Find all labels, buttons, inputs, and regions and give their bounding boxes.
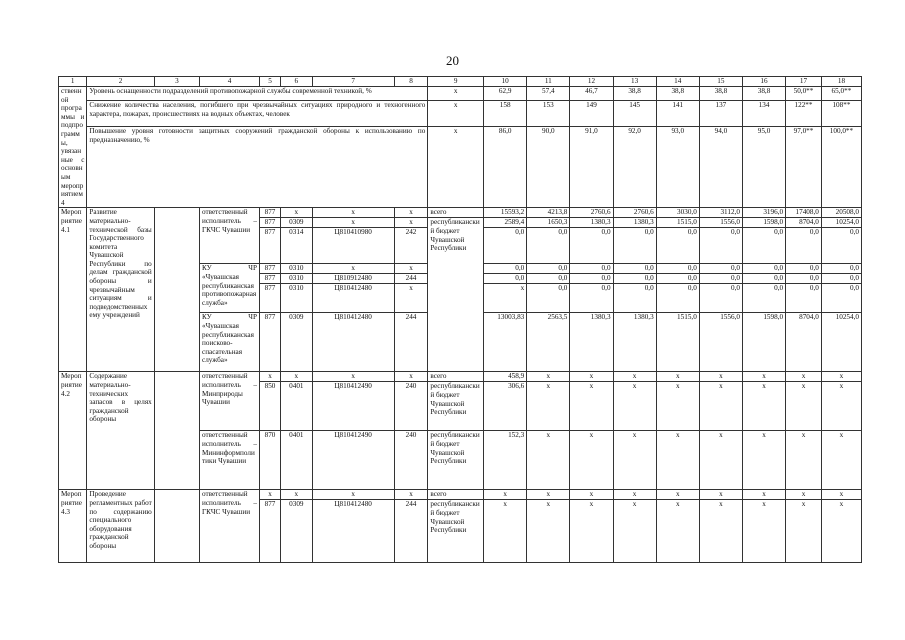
amount-value: x — [570, 382, 613, 431]
code-grbs: 870 — [259, 431, 280, 490]
code-target: Ц810412480 — [312, 284, 394, 313]
indicator-value: 62,9 — [484, 87, 527, 101]
empty-cell — [154, 490, 199, 563]
column-header: 11 — [527, 77, 570, 87]
code-target: x — [312, 218, 394, 228]
indicator-value: 50,0** — [786, 87, 822, 101]
code-grbs: 877 — [259, 264, 280, 274]
code-expense: 244 — [394, 500, 428, 563]
indicator-value: 46,7 — [570, 87, 613, 101]
amount-value: x — [570, 490, 613, 500]
amount-value: 0,0 — [527, 274, 570, 284]
amount-value: 2563,5 — [527, 313, 570, 372]
amount-value: 1598,0 — [742, 218, 785, 228]
code-expense: x — [394, 490, 428, 500]
financing-source: всего — [428, 208, 484, 218]
indicator-value: 122** — [786, 100, 822, 126]
amount-value: 1556,0 — [699, 313, 742, 372]
amount-value: 0,0 — [484, 264, 527, 274]
column-header: 10 — [484, 77, 527, 87]
amount-value: 1515,0 — [656, 218, 699, 228]
indicator-value: 38,8 — [656, 87, 699, 101]
amount-value: x — [821, 431, 861, 490]
column-header: 12 — [570, 77, 613, 87]
amount-value: 0,0 — [570, 284, 613, 313]
amount-value: 0,0 — [527, 264, 570, 274]
code-section: x — [281, 208, 313, 218]
code-target: x — [312, 372, 394, 382]
amount-value: 0,0 — [484, 228, 527, 264]
column-header: 13 — [613, 77, 656, 87]
amount-value: x — [656, 431, 699, 490]
column-header: 4 — [200, 77, 260, 87]
indicator-value: 153 — [527, 100, 570, 126]
amount-value: x — [570, 372, 613, 382]
measure-name: Содержание материально-технических запасов в целях гражданской обороны — [87, 372, 154, 490]
amount-value: 1650,3 — [527, 218, 570, 228]
amount-value: 0,0 — [656, 284, 699, 313]
amount-value: 0,0 — [742, 284, 785, 313]
amount-value: 0,0 — [699, 284, 742, 313]
code-expense: 240 — [394, 382, 428, 431]
code-section: 0401 — [281, 382, 313, 431]
amount-value: 0,0 — [656, 264, 699, 274]
amount-value: 10254,0 — [821, 313, 861, 372]
amount-value: x — [699, 372, 742, 382]
code-grbs: 877 — [259, 274, 280, 284]
amount-value: 0,0 — [699, 274, 742, 284]
indicator-value: 38,8 — [699, 87, 742, 101]
amount-value: 2760,6 — [613, 208, 656, 218]
amount-value: x — [699, 490, 742, 500]
indicator-value: 95,0 — [742, 127, 785, 208]
amount-value: x — [484, 284, 527, 313]
column-header: 8 — [394, 77, 428, 87]
indicator-value: 97,0** — [786, 127, 822, 208]
measure-name: Проведение регламентных работ по содержанию специального оборудования гражданской обороны — [87, 490, 154, 563]
empty-cell — [154, 372, 199, 490]
amount-value: x — [527, 372, 570, 382]
amount-value: 0,0 — [656, 274, 699, 284]
amount-value: x — [742, 500, 785, 563]
amount-value: x — [527, 431, 570, 490]
amount-value: x — [786, 372, 822, 382]
amount-value: 4213,8 — [527, 208, 570, 218]
indicator-row — [59, 100, 862, 126]
amount-value: x — [699, 500, 742, 563]
code-section: 0309 — [281, 218, 313, 228]
amount-value: 0,0 — [570, 274, 613, 284]
indicator-value: 91,0 — [570, 127, 613, 208]
amount-value: 0,0 — [527, 284, 570, 313]
indicator-value: 137 — [699, 100, 742, 126]
code-section: 0314 — [281, 228, 313, 264]
indicator-value: 90,0 — [527, 127, 570, 208]
code-target: x — [312, 264, 394, 274]
amount-value: x — [742, 382, 785, 431]
code-section: 0310 — [281, 274, 313, 284]
amount-value: 0,0 — [656, 228, 699, 264]
amount-value: 0,0 — [742, 228, 785, 264]
indicator-value: 57,4 — [527, 87, 570, 101]
code-grbs: 850 — [259, 382, 280, 431]
executor-cell: ответственный исполнитель – ГКЧС Чувашии — [200, 490, 260, 563]
amount-value: x — [656, 500, 699, 563]
column-header: 7 — [312, 77, 394, 87]
amount-value: x — [786, 431, 822, 490]
amount-value: 0,0 — [613, 274, 656, 284]
financing-source: республиканский бюджет Чувашской Республики — [428, 218, 484, 372]
indicator-value: 38,8 — [742, 87, 785, 101]
column-header: 15 — [699, 77, 742, 87]
program-table — [58, 76, 862, 563]
amount-value: x — [613, 382, 656, 431]
indicator-value: 38,8 — [613, 87, 656, 101]
amount-value: 0,0 — [613, 228, 656, 264]
amount-value: 0,0 — [613, 264, 656, 274]
amount-value: 0,0 — [821, 284, 861, 313]
code-grbs: 877 — [259, 208, 280, 218]
amount-value: 1380,3 — [570, 313, 613, 372]
indicator-section-label: ственной программы и подпрограммы, увязанные с основным мероприятием 4 — [59, 87, 87, 208]
amount-value: 0,0 — [821, 264, 861, 274]
empty-cell — [154, 208, 199, 372]
code-grbs: 877 — [259, 218, 280, 228]
indicator-value: 141 — [656, 100, 699, 126]
financing-source: республиканский бюджет Чувашской Республики — [428, 431, 484, 490]
financing-source: всего — [428, 372, 484, 382]
indicator-row — [59, 87, 862, 101]
code-grbs: 877 — [259, 284, 280, 313]
code-target: Ц810410980 — [312, 228, 394, 264]
column-header: 1 — [59, 77, 87, 87]
code-section: 0309 — [281, 313, 313, 372]
code-expense: x — [394, 372, 428, 382]
indicator-name: Повышение уровня готовности защитных сооружений гражданской обороны к использованию по предназначению, % — [87, 127, 428, 208]
amount-value: 0,0 — [484, 274, 527, 284]
amount-value: 458,9 — [484, 372, 527, 382]
amount-value: 15593,2 — [484, 208, 527, 218]
indicator-value: 158 — [484, 100, 527, 126]
amount-value: 0,0 — [786, 284, 822, 313]
executor-cell: ответственный исполнитель – Мининформполитики Чувашии — [200, 431, 260, 490]
amount-value: x — [821, 372, 861, 382]
amount-value: 306,6 — [484, 382, 527, 431]
code-expense: 242 — [394, 228, 428, 264]
indicator-unit: x — [428, 87, 484, 101]
amount-value: x — [821, 382, 861, 431]
executor-cell: КУ ЧР «Чувашская республиканская поисково-спасательная служба» — [200, 313, 260, 372]
amount-value: 0,0 — [786, 274, 822, 284]
amount-value: x — [527, 500, 570, 563]
amount-value: x — [613, 372, 656, 382]
amount-value: 8704,0 — [786, 313, 822, 372]
column-header: 18 — [821, 77, 861, 87]
column-header: 3 — [154, 77, 199, 87]
amount-value: 0,0 — [821, 228, 861, 264]
indicator-value: 145 — [613, 100, 656, 126]
indicator-name: Снижение количества населения, погибшего при чрезвычайных ситуациях природного и техногенного характера, пожарах, происшествиях на водных объектах, человек — [87, 100, 428, 126]
indicator-value: 92,0 — [613, 127, 656, 208]
amount-value: 1380,3 — [570, 218, 613, 228]
amount-value: x — [786, 490, 822, 500]
indicator-value: 108** — [821, 100, 861, 126]
amount-value: 0,0 — [786, 264, 822, 274]
code-grbs: x — [259, 372, 280, 382]
amount-value: 0,0 — [570, 228, 613, 264]
indicator-name: Уровень оснащенности подразделений противопожарной службы современной техникой, % — [87, 87, 428, 101]
amount-value: x — [613, 500, 656, 563]
code-expense: x — [394, 218, 428, 228]
code-target: Ц810412480 — [312, 500, 394, 563]
amount-value: 0,0 — [742, 274, 785, 284]
financing-source: республиканский бюджет Чувашской Республики — [428, 382, 484, 431]
amount-value: 10254,0 — [821, 218, 861, 228]
amount-value: x — [527, 490, 570, 500]
column-header: 9 — [428, 77, 484, 87]
amount-value: 1598,0 — [742, 313, 785, 372]
code-grbs: 877 — [259, 500, 280, 563]
code-expense: x — [394, 208, 428, 218]
amount-value: 0,0 — [699, 264, 742, 274]
amount-value: x — [656, 490, 699, 500]
financing-source: республиканский бюджет Чувашской Республики — [428, 500, 484, 563]
code-expense: 240 — [394, 431, 428, 490]
indicator-value: 149 — [570, 100, 613, 126]
code-grbs: 877 — [259, 313, 280, 372]
executor-cell: ответственный исполнитель – ГКЧС Чувашии — [200, 208, 260, 264]
amount-value: 0,0 — [613, 284, 656, 313]
indicator-value: 94,0 — [699, 127, 742, 208]
amount-value: x — [570, 500, 613, 563]
amount-value: 20508,0 — [821, 208, 861, 218]
measure-4-3-row — [59, 490, 862, 500]
indicator-unit: x — [428, 127, 484, 208]
amount-value: x — [699, 431, 742, 490]
executor-cell: ответственный исполнитель – Минприроды Чувашии — [200, 372, 260, 431]
amount-value: 3112,0 — [699, 208, 742, 218]
column-header: 2 — [87, 77, 154, 87]
amount-value: 1556,0 — [699, 218, 742, 228]
amount-value: 3196,0 — [742, 208, 785, 218]
financing-source: всего — [428, 490, 484, 500]
measure-4-1-row — [59, 208, 862, 218]
page-number: 20 — [446, 53, 459, 68]
column-header: 16 — [742, 77, 785, 87]
amount-value: x — [656, 372, 699, 382]
amount-value: x — [527, 382, 570, 431]
code-target: x — [312, 208, 394, 218]
measure-id: Мероприятие 4.3 — [59, 490, 87, 563]
code-section: 0310 — [281, 264, 313, 274]
amount-value: 1380,3 — [613, 313, 656, 372]
amount-value: 152,3 — [484, 431, 527, 490]
column-header: 14 — [656, 77, 699, 87]
amount-value: 8704,0 — [786, 218, 822, 228]
code-target: Ц810912480 — [312, 274, 394, 284]
code-target: Ц810412490 — [312, 382, 394, 431]
code-expense: x — [394, 264, 428, 274]
code-grbs: 877 — [259, 228, 280, 264]
amount-value: 0,0 — [786, 228, 822, 264]
amount-value: x — [484, 500, 527, 563]
amount-value: 2589,4 — [484, 218, 527, 228]
code-expense: 244 — [394, 313, 428, 372]
amount-value: 13003,83 — [484, 313, 527, 372]
indicator-value: 134 — [742, 100, 785, 126]
indicator-value: 65,0** — [821, 87, 861, 101]
amount-value: x — [613, 431, 656, 490]
amount-value: x — [821, 500, 861, 563]
code-expense: x — [394, 284, 428, 313]
amount-value: 2760,6 — [570, 208, 613, 218]
amount-value: 0,0 — [699, 228, 742, 264]
amount-value: 0,0 — [570, 264, 613, 274]
indicator-value: 93,0 — [656, 127, 699, 208]
measure-id: Мероприятие 4.2 — [59, 372, 87, 490]
measure-name: Развитие материально-технической базы Государственного комитета Чувашской Республики по делам гражданской обороны и чрезвычайным ситуациям и подведомственных ему учреждений — [87, 208, 154, 372]
amount-value: 0,0 — [821, 274, 861, 284]
amount-value: x — [613, 490, 656, 500]
amount-value: x — [821, 490, 861, 500]
amount-value: x — [742, 490, 785, 500]
indicator-value: 100,0** — [821, 127, 861, 208]
amount-value: 3030,0 — [656, 208, 699, 218]
code-target: Ц810412480 — [312, 313, 394, 372]
amount-value: x — [742, 431, 785, 490]
code-target: x — [312, 490, 394, 500]
amount-value: 0,0 — [527, 228, 570, 264]
column-header: 17 — [786, 77, 822, 87]
measure-id: Мероприятие 4.1 — [59, 208, 87, 372]
code-section: 0309 — [281, 500, 313, 563]
header-row — [59, 77, 862, 87]
amount-value: x — [484, 490, 527, 500]
code-section: 0401 — [281, 431, 313, 490]
amount-value: 0,0 — [742, 264, 785, 274]
column-header: 6 — [281, 77, 313, 87]
amount-value: 17408,0 — [786, 208, 822, 218]
code-grbs: x — [259, 490, 280, 500]
code-expense: 244 — [394, 274, 428, 284]
indicator-unit: x — [428, 100, 484, 126]
code-section: x — [281, 372, 313, 382]
amount-value: x — [570, 431, 613, 490]
indicator-value: 86,0 — [484, 127, 527, 208]
amount-value: x — [742, 372, 785, 382]
executor-cell: КУ ЧР «Чувашская республиканская противопожарная служба» — [200, 264, 260, 313]
amount-value: 1380,3 — [613, 218, 656, 228]
amount-value: x — [786, 382, 822, 431]
amount-value: x — [656, 382, 699, 431]
amount-value: 1515,0 — [656, 313, 699, 372]
code-target: Ц810412490 — [312, 431, 394, 490]
code-section: x — [281, 490, 313, 500]
amount-value: x — [786, 500, 822, 563]
code-section: 0310 — [281, 284, 313, 313]
column-header: 5 — [259, 77, 280, 87]
indicator-row — [59, 127, 862, 208]
measure-4-2-row — [59, 372, 862, 382]
amount-value: x — [699, 382, 742, 431]
